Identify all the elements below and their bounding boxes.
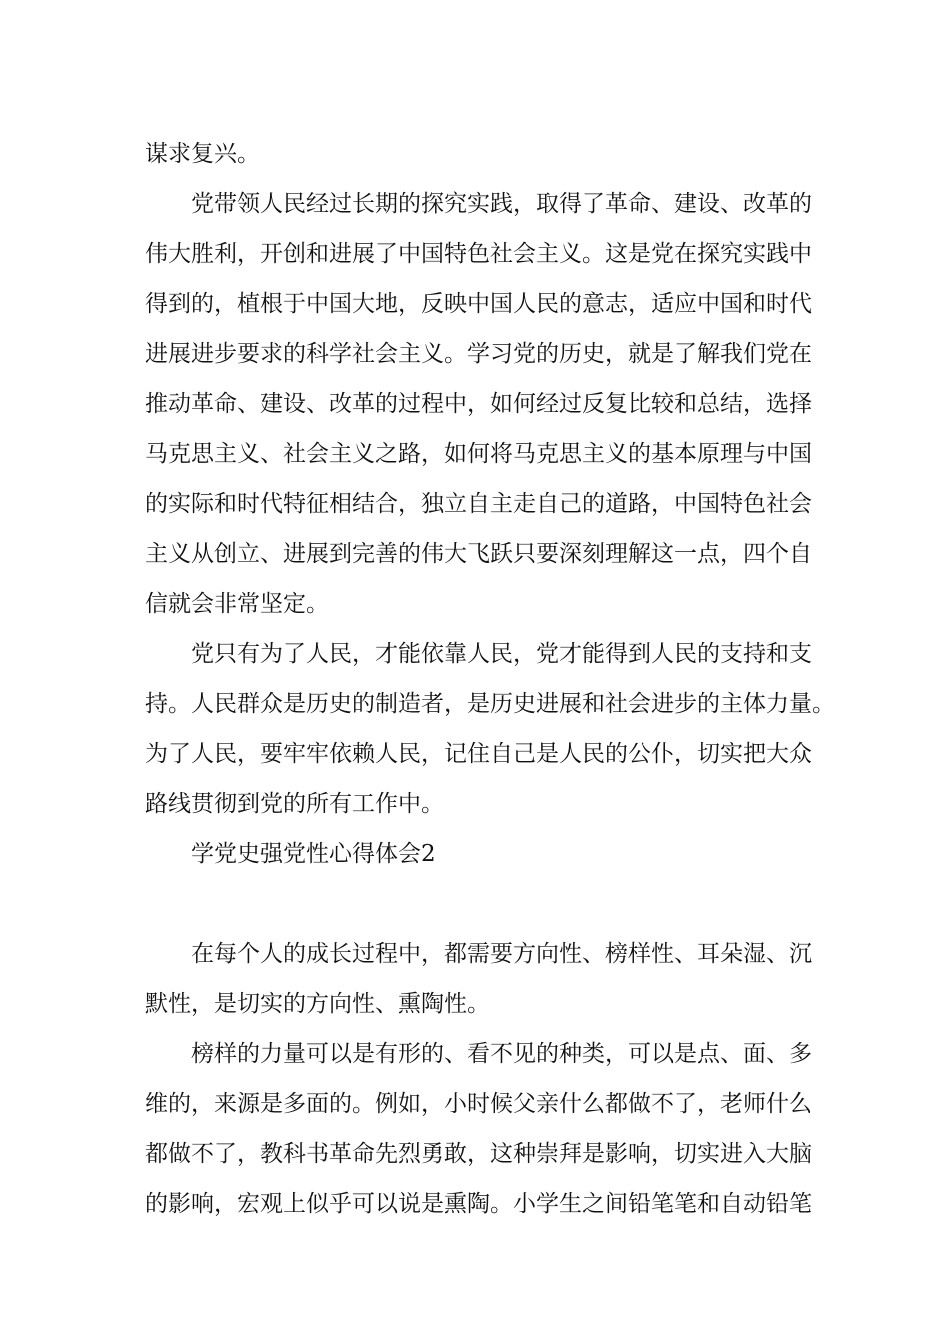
- text-line: 榜样的力量可以是有形的、看不见的种类，可以是点、面、多: [191, 1041, 812, 1067]
- text-line: 主义从创立、进展到完善的伟大飞跃只要深刻理解这一点，四个自: [145, 541, 812, 567]
- text-line: 都做不了，教科书革命先烈勇敢，这种崇拜是影响，切实进入大脑: [145, 1141, 812, 1167]
- text-line: 默性，是切实的方向性、熏陶性。: [145, 991, 490, 1017]
- text-line: 的实际和时代特征相结合，独立自主走自己的道路，中国特色社会: [145, 491, 812, 517]
- paragraph-party-practice: [145, 179, 817, 629]
- text-line: 为了人民，要牢牢依赖人民，记住自己是人民的公仆，切实把大众: [145, 741, 812, 767]
- text-line: 进展进步要求的科学社会主义。学习党的历史，就是了解我们党在: [145, 341, 812, 367]
- section-title: 学党史强党性心得体会2: [191, 841, 436, 867]
- text-line: 得到的，植根于中国大地，反映中国人民的意志，适应中国和时代: [145, 291, 812, 317]
- text-line: 路线贯彻到党的所有工作中。: [145, 791, 444, 817]
- text-line: 谋求复兴。: [145, 141, 260, 167]
- text-line: 伟大胜利，开创和进展了中国特色社会主义。这是党在探究实践中: [145, 241, 812, 267]
- paragraph-role-model: [145, 1029, 817, 1229]
- section-heading: [145, 829, 817, 879]
- blank-line: [145, 879, 817, 929]
- paragraph-continuation: [145, 129, 817, 179]
- document-body: [145, 129, 835, 1229]
- text-line: 马克思主义、社会主义之路，如何将马克思主义的基本原理与中国: [145, 441, 812, 467]
- text-line: 推动革命、建设、改革的过程中，如何经过反复比较和总结，选择: [145, 391, 812, 417]
- text-line: 的影响，宏观上似乎可以说是熏陶。小学生之间铅笔笔和自动铅笔: [145, 1191, 812, 1217]
- text-line: 党只有为了人民，才能依靠人民，党才能得到人民的支持和支: [191, 641, 812, 667]
- paragraph-people: [145, 629, 835, 829]
- paragraph-growth: [145, 929, 817, 1029]
- text-line: 党带领人民经过长期的探究实践，取得了革命、建设、改革的: [191, 191, 812, 217]
- text-line: 在每个人的成长过程中，都需要方向性、榜样性、耳朵湿、沉: [191, 941, 812, 967]
- text-line: 维的，来源是多面的。例如，小时候父亲什么都做不了，老师什么: [145, 1091, 812, 1117]
- text-line: 信就会非常坚定。: [145, 591, 329, 617]
- text-line: 持。人民群众是历史的制造者，是历史进展和社会进步的主体力量。: [145, 691, 835, 717]
